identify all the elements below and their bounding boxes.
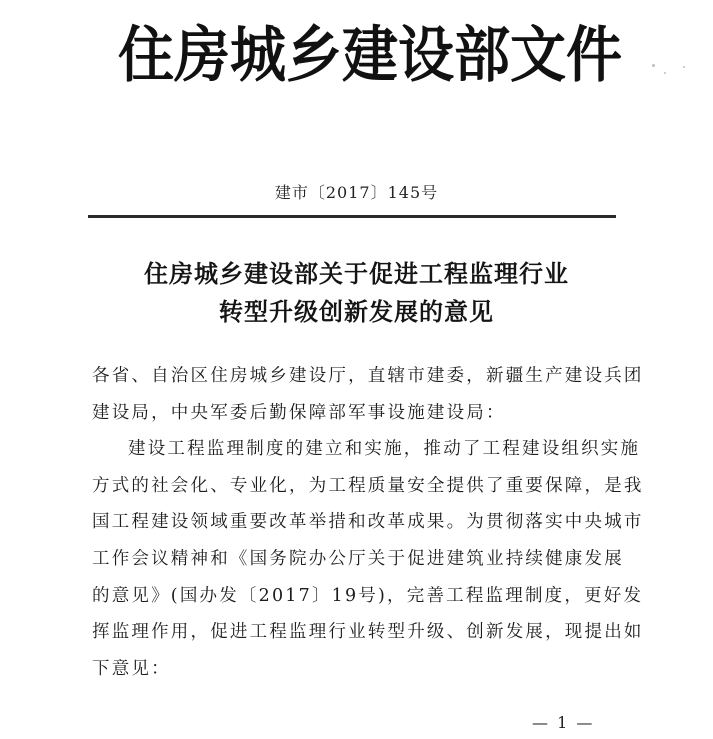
document-body [92, 358, 644, 687]
addressee-line-1: 各省、自治区住房城乡建设厅，直辖市建委，新疆生产建设兵团 [92, 366, 644, 386]
body-paragraph-line: 的意见》(国办发〔2017〕19号)，完善工程监理制度，更好发 [92, 585, 644, 606]
issuer-header-title: 住房城乡建设部文件 [118, 19, 622, 91]
document-number: 建市〔2017〕145号 [274, 183, 439, 202]
body-paragraph-line: 方式的社会化、专业化，为工程质量安全提供了重要保障，是我 [92, 475, 644, 496]
addressee-line-2: 建设局，中央军委后勤保障部军事设施建设局： [92, 402, 506, 423]
scan-speck [683, 66, 685, 68]
scan-speck [652, 64, 655, 67]
document-title [0, 255, 713, 331]
body-paragraph-line: 工作会议精神和《国务院办公厅关于促进建筑业持续健康发展 [92, 548, 624, 569]
body-paragraph-line: 国工程建设领域重要改革举措和改革成果。为贯彻落实中央城市 [92, 512, 644, 533]
body-paragraph-line: 建设工程监理制度的建立和实施，推动了工程建设组织实施 [128, 439, 641, 460]
page-number: — 1 — [532, 713, 595, 732]
document-title-line-2: 转型升级创新发展的意见 [219, 297, 494, 326]
body-paragraph-line: 下意见： [92, 658, 171, 679]
header-divider [88, 215, 616, 218]
body-paragraph-line: 挥监理作用，促进工程监理行业转型升级、创新发展，现提出如 [92, 622, 644, 643]
scan-speck [664, 72, 666, 74]
document-title-line-1: 住房城乡建设部关于促进工程监理行业 [144, 259, 569, 288]
